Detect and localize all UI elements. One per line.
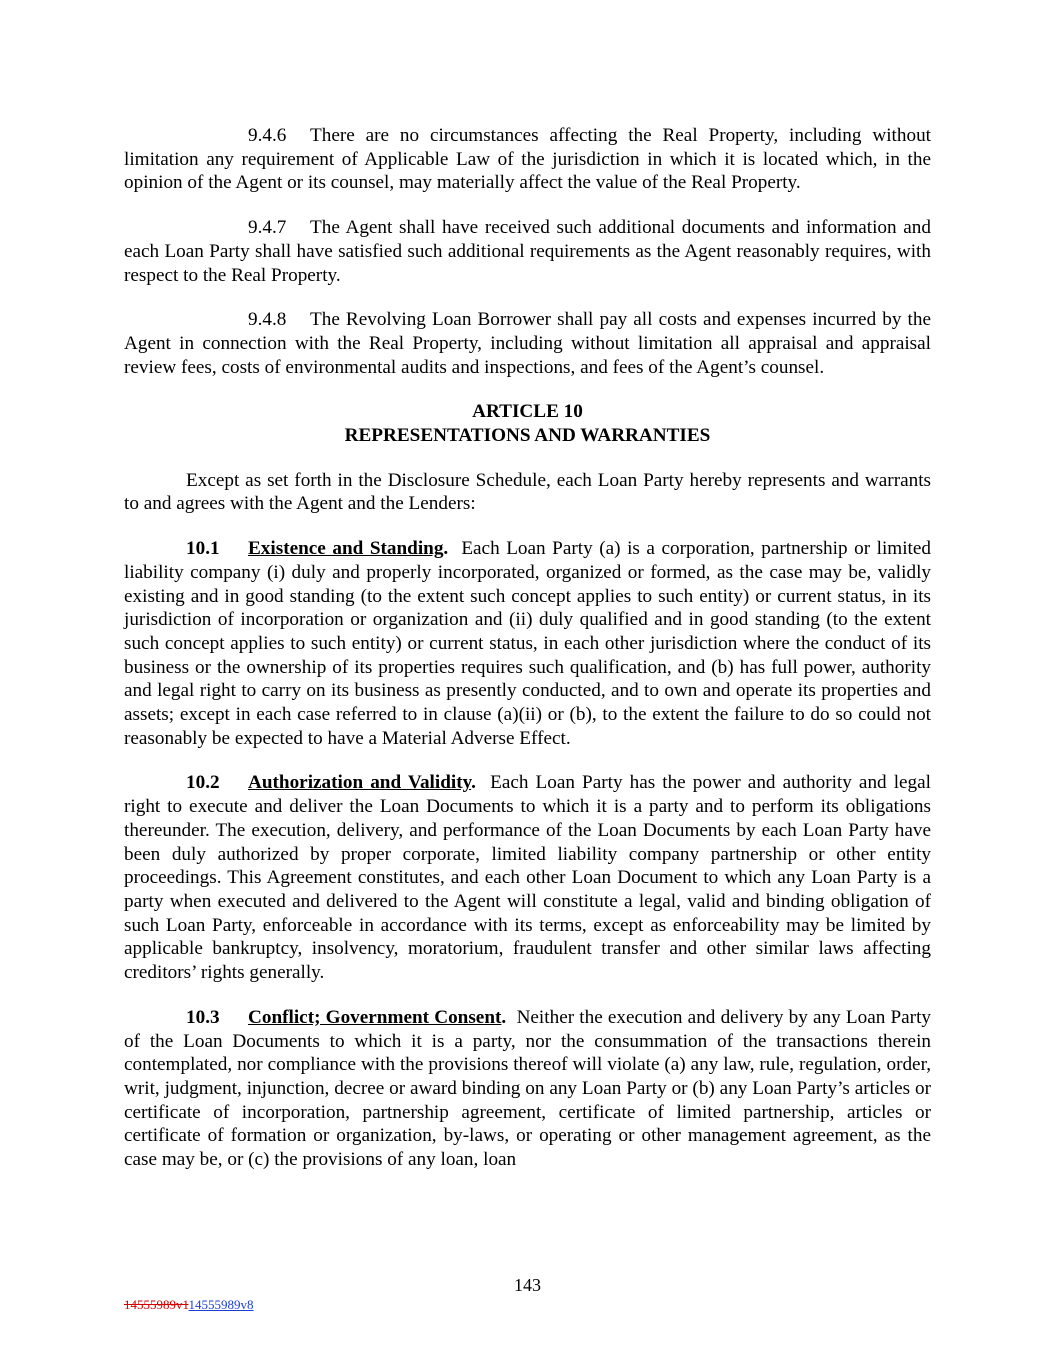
paragraph-9-4-8 xyxy=(124,308,931,379)
document-id-inserted: 14555989v8 xyxy=(188,1297,254,1312)
document-id xyxy=(124,1297,254,1313)
paragraph-number: 9.4.7 xyxy=(248,217,287,239)
section-text: Each Loan Party (a) is a corporation, partnership or limited liability company (i) duly and properly incorporated, organized or formed, as the case may be, validly existing and in good standing (to the extent such concept applies to such entity) or current status, in its jurisdiction of incorporation or organization and (ii) duly qualified and in good standing (to the extent such concept applies to such entity) or current status, in each other jurisdiction where the conduct of its business or the ownership of its properties requires such qualification, and (b) has full power, authority and legal right to carry on its business as presently conducted, and to own and operate its properties and assets; except in each case referred to in clause (a)(ii) or (b), to the extent the failure to do so could not reasonably be expected to have a Material Adverse Effect. xyxy=(124,538,932,749)
paragraph-9-4-7 xyxy=(124,216,931,287)
document-id-deleted: 14555989v1 xyxy=(124,1297,189,1312)
section-number: 10.1 xyxy=(186,538,220,560)
article-title: REPRESENTATIONS AND WARRANTIES xyxy=(344,425,711,447)
section-title: Authorization and Validity xyxy=(248,772,472,794)
document-page xyxy=(124,124,931,1193)
section-text: Neither the execution and delivery by any Loan Party of the Loan Documents to which it is a party, nor the consummation of the transactions therein contemplated, nor compliance with the provisions thereof will violate (a) any law, rule, regulation, order, writ, judgment, injunction, decree or award binding on any Loan Party or (b) any Loan Party’s articles or certificate of incorporation, partnership agreement, certificate of limited partnership, articles or certificate of formation or organization, by-laws, or operating or other management agreement, as the case may be, or (c) the provisions of any loan, loan xyxy=(124,1006,931,1171)
article-intro: Except as set forth in the Disclosure Schedule, each Loan Party hereby represents and warrants to and agrees with the Agent and the Lenders: xyxy=(124,469,931,515)
section-10-3: 10.3 Conflict; Government Consent. Neither the execution and delivery by any Loan Party of the Loan Documents to which it is a party, nor the consummation of the transactions therein contemplated, nor compliance with the provisions thereof will violate (a) any law, rule, regulation, order, writ, judgment, injunction, decree or award binding on any Loan Party or (b) any Loan Party’s articles or certificate of incorporation, partnership agreement, certificate of limited partnership, articles or certificate of formation or organization, by-laws, or operating or other management agreement, as the case may be, or (c) the provisions of any loan, loan xyxy=(124,1006,931,1171)
paragraph-9-4-6 xyxy=(124,124,931,195)
section-title: Conflict; Government Consent xyxy=(248,1006,502,1028)
article-number: ARTICLE 10 xyxy=(472,401,583,423)
article-heading xyxy=(124,400,931,447)
section-10-1: 10.1 Existence and Standing. Each Loan Party (a) is a corporation, partnership or limited liability company (i) duly and properly incorporated, organized or formed, as the case may be, validly existing and in good standing (to the extent such concept applies to such entity) or current status, in its jurisdiction of incorporation or organization and (ii) duly qualified and in good standing (to the extent such concept applies to such entity) or current status, in each other jurisdiction where the conduct of its business or the ownership of its properties requires such qualification, and (b) has full power, authority and legal right to carry on its business as presently conducted, and to own and operate its properties and assets; except in each case referred to in clause (a)(ii) or (b), to the extent the failure to do so could not reasonably be expected to have a Material Adverse Effect. xyxy=(124,538,932,749)
section-number: 10.2 xyxy=(186,772,220,794)
paragraph-text: There are no circumstances affecting the Real Property, including without limitation any requirement of Applicable Law of the jurisdiction in which it is located which, in the opinion of the Agent or its counsel, may materially affect the value of the Real Property. xyxy=(124,125,931,194)
paragraph-number: 9.4.8 xyxy=(248,309,287,331)
paragraph-text: The Agent shall have received such additional documents and information and each Loan Party shall have satisfied such additional requirements as the Agent reasonably requires, with respect to the Real Property. xyxy=(124,217,931,286)
section-number: 10.3 xyxy=(186,1006,220,1028)
section-10-2: 10.2 Authorization and Validity. Each Loan Party has the power and authority and legal right to execute and deliver the Loan Documents to which it is a party and to perform its obligations thereunder. The execution, delivery, and performance of the Loan Documents by each Loan Party have been duly authorized by proper corporate, limited liability company partnership or other entity proceedings. This Agreement constitutes, and each other Loan Document to which any Loan Party is a party when executed and delivered to the Agent will constitute a legal, valid and binding obligation of such Loan Party, enforceable in accordance with its terms, except as enforceability may be limited by applicable bankruptcy, insolvency, moratorium, fraudulent transfer and other similar laws affecting creditors’ rights generally. xyxy=(124,772,932,984)
page-number: 143 xyxy=(514,1275,541,1295)
section-text: Each Loan Party has the power and authority and legal right to execute and deliver the Loan Documents to which it is a party and to perform its obligations thereunder. The execution, delivery, and performance of the Loan Documents by each Loan Party have been duly authorized by proper corporate, limited liability company partnership or other entity proceedings. This Agreement constitutes, and each other Loan Document to which any Loan Party is a party when executed and delivered to the Agent will constitute a legal, valid and binding obligation of such Loan Party, enforceable in accordance with its terms, except as enforceability may be limited by applicable bankruptcy, insolvency, moratorium, fraudulent transfer and other similar laws affecting creditors’ rights generally. xyxy=(124,772,932,984)
paragraph-number: 9.4.6 xyxy=(248,125,287,146)
section-title: Existence and Standing xyxy=(248,538,444,560)
paragraph-text: The Revolving Loan Borrower shall pay all costs and expenses incurred by the Agent in connection with the Real Property, including without limitation all appraisal and appraisal review fees, costs of environmental audits and inspections, and fees of the Agent’s counsel. xyxy=(124,309,931,378)
